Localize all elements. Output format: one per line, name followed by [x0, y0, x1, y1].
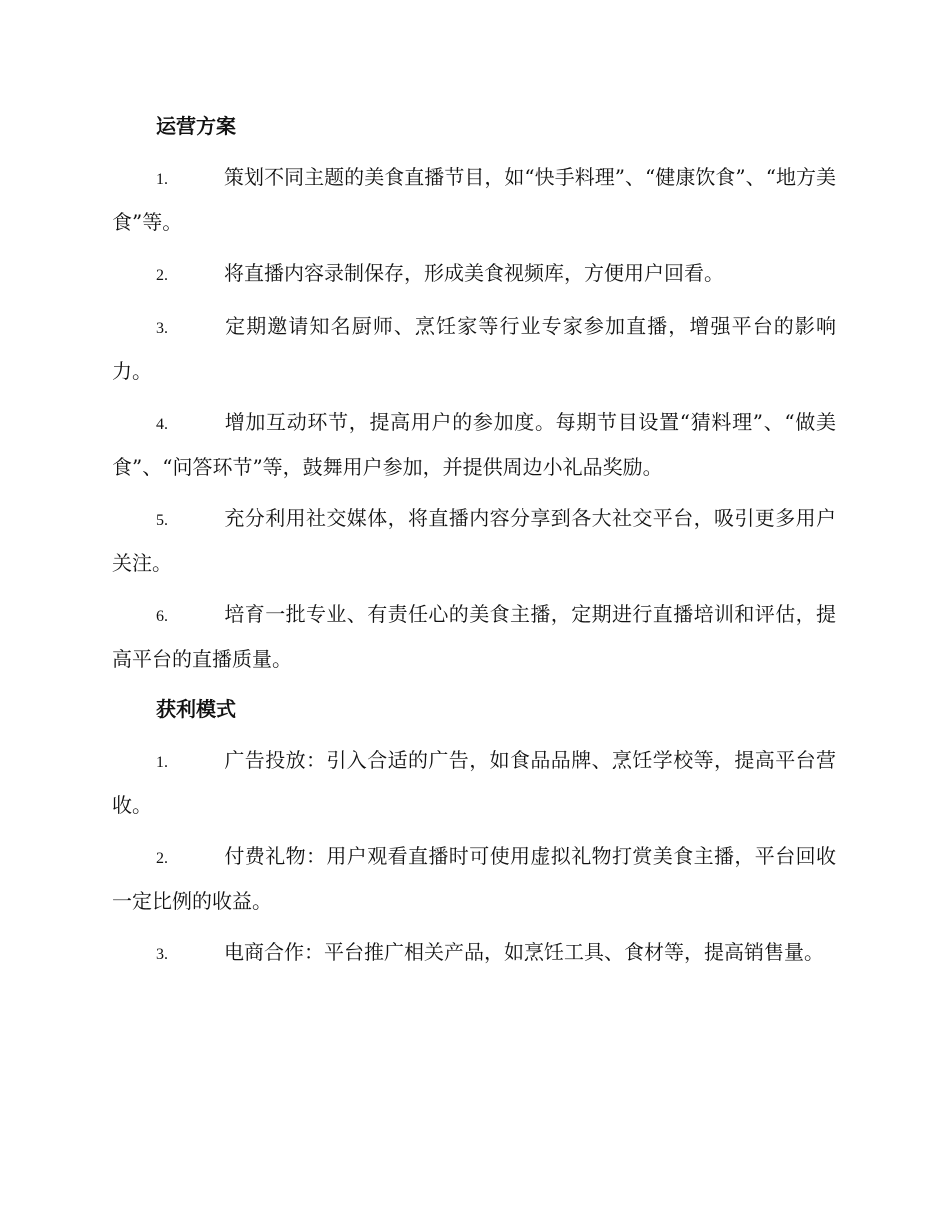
item-number: 3.: [156, 320, 168, 337]
list-item: [112, 305, 836, 393]
item-text: 充分利用社交媒体，将直播内容分享到各大社交平台，吸引更多用户关注。: [112, 506, 836, 575]
section-heading-operations: 运营方案: [156, 114, 236, 138]
item-text: 策划不同主题的美食直播节目，如“快手料理”、“健康饮食”、“地方美食”等。: [112, 165, 836, 234]
item-text: 广告投放：引入合适的广告，如食品品牌、烹饪学校等，提高平台营收。: [112, 748, 836, 817]
item-number: 3.: [156, 946, 168, 963]
list-item: [112, 497, 836, 585]
list-item: [112, 252, 836, 297]
item-number: 1.: [156, 754, 168, 771]
item-number: 1.: [156, 171, 168, 188]
list-item: [112, 739, 836, 827]
item-text: 培育一批专业、有责任心的美食主播，定期进行直播培训和评估，提高平台的直播质量。: [112, 602, 836, 671]
revenue-list: [112, 739, 836, 976]
item-text: 电商合作：平台推广相关产品，如烹饪工具、食材等，提高销售量。: [224, 940, 824, 964]
item-number: 6.: [156, 608, 168, 625]
item-number: 4.: [156, 416, 168, 433]
item-number: 5.: [156, 512, 168, 529]
operations-list: [112, 156, 836, 681]
item-text: 将直播内容录制保存，形成美食视频库，方便用户回看。: [224, 261, 724, 285]
section-heading-revenue: 获利模式: [156, 697, 236, 721]
item-number: 2.: [156, 267, 168, 284]
list-item: [112, 401, 836, 489]
item-text: 定期邀请知名厨师、烹饪家等行业专家参加直播，增强平台的影响力。: [112, 314, 836, 383]
document-body: [112, 106, 836, 984]
list-item: [112, 156, 836, 244]
item-number: 2.: [156, 850, 168, 867]
list-item: [112, 931, 836, 976]
list-item: [112, 593, 836, 681]
item-text: 付费礼物：用户观看直播时可使用虚拟礼物打赏美食主播，平台回收一定比例的收益。: [112, 844, 836, 913]
item-text: 增加互动环节，提高用户的参加度。每期节目设置“猜料理”、“做美食”、“问答环节”等，鼓舞用户参加，并提供周边小礼品奖励。: [112, 410, 836, 479]
list-item: [112, 835, 836, 923]
